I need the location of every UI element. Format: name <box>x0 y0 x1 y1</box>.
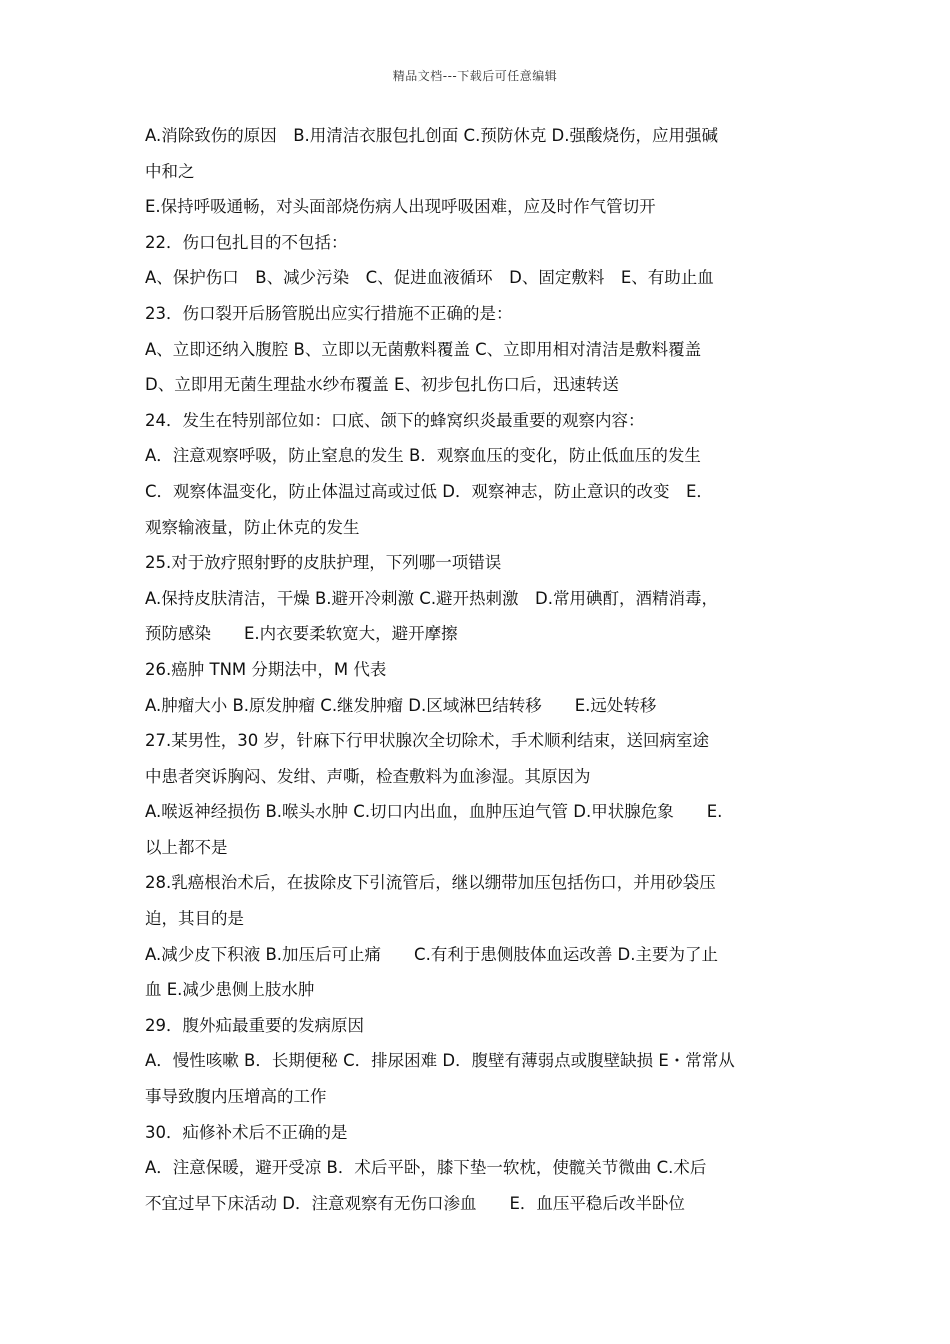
text-line: 迫，其目的是 <box>145 909 244 929</box>
text-line: A.消除致伤的原因 B.用清洁衣服包扎创面 C.预防休克 D.强酸烧伤，应用强碱 <box>145 126 719 145</box>
text-line: 中和之 <box>145 161 195 181</box>
text-line: A.肿瘤大小 B.原发肿瘤 C.继发肿瘤 D.区域淋巴结转移 E.远处转移 <box>145 695 657 715</box>
text-line: 以上都不是 <box>145 837 228 857</box>
text-line: D、立即用无菌生理盐水纱布覆盖 E、初步包扎伤口后，迅速转送 <box>145 375 619 395</box>
text-line: 预防感染 E.内衣要柔软宽大，避开摩擦 <box>145 624 458 644</box>
text-line: C．观察体温变化，防止体温过高或过低 D．观察神志，防止意识的改变 E． <box>145 481 713 501</box>
text-line: A、保护伤口 B、减少污染 C、促进血液循环 D、固定敷料 E、有助止血 <box>145 268 714 288</box>
text-line: A．注意保暖，避开受凉 B．术后平卧，膝下垫一软枕，使髋关节微曲 C.术后 <box>145 1158 707 1178</box>
text-line: E.保持呼吸通畅，对头面部烧伤病人出现呼吸困难，应及时作气管切开 <box>145 197 656 217</box>
text-line: A．慢性咳嗽 B．长期便秘 C．排尿困难 D．腹壁有薄弱点或腹壁缺损 E・常常从 <box>145 1051 735 1071</box>
text-line: A.喉返神经损伤 B.喉头水肿 C.切口内出血，血肿压迫气管 D.甲状腺危象 E. <box>145 802 723 822</box>
text-line: A、立即还纳入腹腔 B、立即以无菌敷料覆盖 C、立即用相对清洁是敷料覆盖 <box>145 339 702 359</box>
question-28: 28.乳癌根治术后，在拔除皮下引流管后，继以绷带加压包括伤口，并用砂袋压 <box>145 873 716 893</box>
question-27: 27.某男性，30 岁，针麻下行甲状腺次全切除术，手术顺利结束，送回病室途 <box>145 731 709 751</box>
page-header: 精品文档---下载后可任意编辑 <box>392 69 558 83</box>
question-24: 24．发生在特别部位如：口底、颌下的蜂窝织炎最重要的观察内容： <box>145 410 645 430</box>
question-25: 25.对于放疗照射野的皮肤护理，下列哪一项错误 <box>145 553 502 573</box>
text-line: 血 E.减少患侧上肢水肿 <box>145 980 315 1000</box>
text-line: A.保持皮肤清洁，干燥 B.避开冷刺激 C.避开热刺激 D.常用碘酊，酒精消毒， <box>145 588 719 608</box>
question-26: 26.癌肿 TNM 分期法中，M 代表 <box>145 659 387 679</box>
text-line: A．注意观察呼吸，防止窒息的发生 B．观察血压的变化，防止低血压的发生 <box>145 446 701 466</box>
text-line: 不宜过早下床活动 D．注意观察有无伤口渗血 E．血压平稳后改半卧位 <box>145 1193 685 1213</box>
question-22: 22．伤口包扎目的不包括： <box>145 232 348 252</box>
text-line: 观察输液量，防止休克的发生 <box>145 517 360 537</box>
text-line: A.减少皮下积液 B.加压后可止痛 C.有利于患侧肢体血运改善 D.主要为了止 <box>145 944 719 964</box>
text-line: 中患者突诉胸闷、发绀、声嘶，检查敷料为血渗湿。其原因为 <box>145 766 591 786</box>
text-line: 事导致腹内压增高的工作 <box>145 1087 327 1107</box>
question-30: 30．疝修补术后不正确的是 <box>145 1122 348 1142</box>
page-content <box>145 118 810 1221</box>
question-29: 29．腹外疝最重要的发病原因 <box>145 1015 364 1035</box>
question-23: 23．伤口裂开后肠管脱出应实行措施不正确的是： <box>145 303 513 323</box>
